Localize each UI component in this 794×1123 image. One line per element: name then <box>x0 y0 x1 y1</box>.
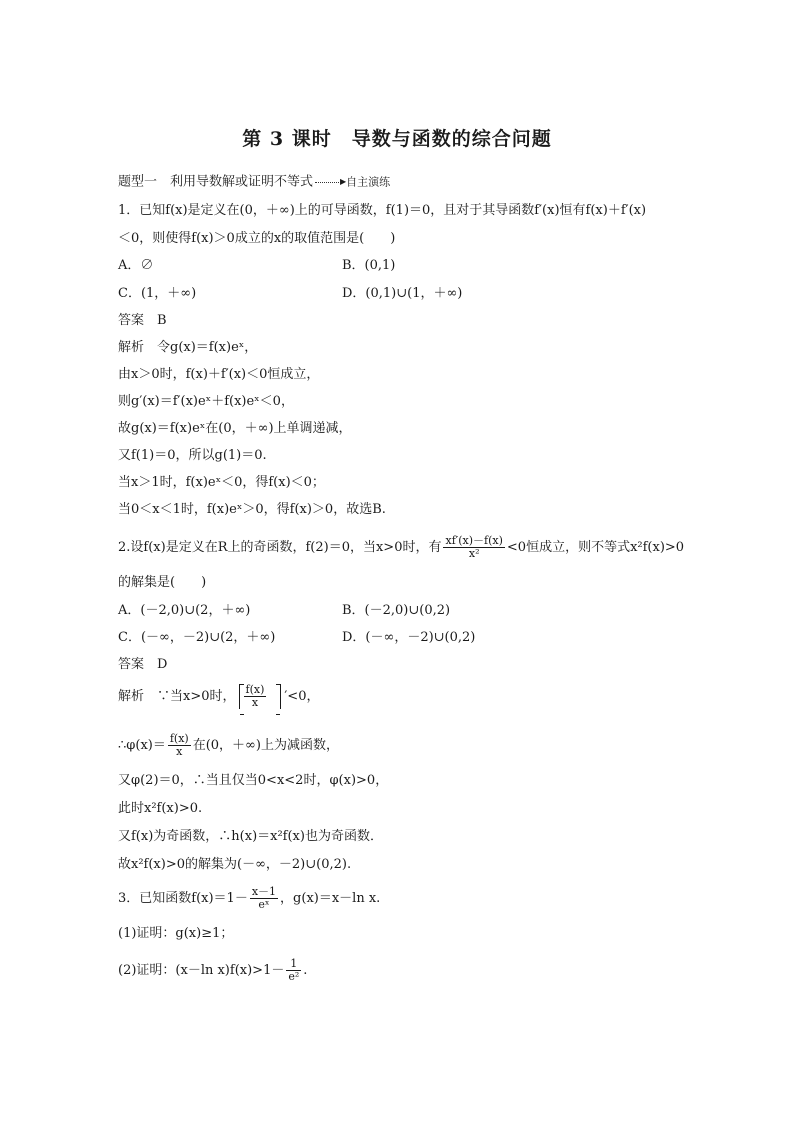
q1-solution-line: 则g′(x)＝f′(x)eˣ＋f(x)eˣ＜0， <box>118 394 294 409</box>
q2-sol2-numerator: f(x) <box>169 732 189 745</box>
q2-fraction <box>443 535 504 560</box>
q2-sol1-denominator: x <box>251 696 259 709</box>
q3-fraction <box>250 886 278 911</box>
q2-fraction-denominator: x² <box>468 547 480 560</box>
q2-sol1-pre: 解析 ∵当x>0时， <box>118 689 236 704</box>
q2-sol1-numerator: f(x) <box>245 683 265 696</box>
q1-answer: 答案 B <box>118 313 167 328</box>
q1-option-c: C．(1，＋∞) <box>118 286 197 301</box>
q2-solution-line4: 此时x²f(x)>0. <box>118 801 203 816</box>
q1-option-a: A．∅ <box>118 258 154 273</box>
q1-stem-line1: 1．已知f(x)是定义在(0，＋∞)上的可导函数，f(1)＝0，且对于其导函数f′(x)恒有f(x)＋f′(x) <box>118 203 647 218</box>
q3-fraction-denominator: eˣ <box>258 898 270 911</box>
q2-solution-line3: 又φ(2)＝0，∴当且仅当0<x<2时，φ(x)>0， <box>118 773 389 788</box>
q1-option-d: D．(0,1)∪(1，＋∞) <box>342 286 463 301</box>
leader-dots <box>315 182 339 183</box>
q1-solution-line: 当0＜x＜1时，f(x)eˣ＞0，得f(x)＞0，故选B. <box>118 502 386 517</box>
q3-part2 <box>118 958 307 983</box>
q1-solution-line: 由x＞0时，f(x)＋f′(x)＜0恒成立， <box>118 367 320 382</box>
q2-option-b: B．(－2,0)∪(0,2) <box>342 603 451 618</box>
q2-sol2-post: 在(0，＋∞)上为减函数， <box>192 738 339 753</box>
q3-part2-fraction <box>286 958 301 983</box>
q2-sol2-pre: ∴φ(x)＝ <box>118 738 166 753</box>
q2-option-d: D．(－∞，－2)∪(0,2) <box>342 630 476 645</box>
q2-option-a: A．(－2,0)∪(2，＋∞) <box>118 603 251 618</box>
bracket-expression <box>239 684 282 709</box>
q2-solution-line2 <box>118 733 339 758</box>
q2-solution-line6: 故x²f(x)>0的解集为(－∞，－2)∪(0,2). <box>118 857 352 872</box>
q3-part1: (1)证明：g(x)≥1； <box>118 926 234 941</box>
q2-sol2-fraction <box>168 733 191 758</box>
q3-stem <box>118 886 380 911</box>
q1-solution-line: 当x＞1时，f(x)eˣ＜0，得f(x)＜0； <box>118 475 325 490</box>
q2-stem-post: <0恒成立，则不等式x²f(x)>0 <box>506 540 685 555</box>
q2-stem-line1 <box>118 535 684 560</box>
q1-solution-line: 故g(x)＝f(x)eˣ在(0，＋∞)上单调递减， <box>118 421 352 436</box>
q1-solution-line: 又f(1)＝0，所以g(1)＝0. <box>118 448 267 463</box>
topic-tag: 自主演练 <box>346 175 391 189</box>
arrow-icon: ▶ <box>340 177 347 186</box>
q2-answer: 答案 D <box>118 657 168 672</box>
page-title: 第 3 课时 导数与函数的综合问题 <box>242 128 552 150</box>
q2-sol2-denominator: x <box>176 745 183 758</box>
q2-solution-line1 <box>118 684 319 709</box>
q2-sol1-post: ′<0， <box>284 689 320 704</box>
q1-solution-line: 解析 令g(x)＝f(x)eˣ， <box>118 340 258 355</box>
q2-option-c: C．(－∞，－2)∪(2，＋∞) <box>118 630 276 645</box>
q1-stem-line2: ＜0，则使得f(x)＞0成立的x的取值范围是( ) <box>118 231 396 246</box>
q2-stem-pre: 2.设f(x)是定义在R上的奇函数，f(2)＝0，当x>0时，有 <box>118 540 442 555</box>
q3-part2-post: . <box>303 963 308 978</box>
q2-solution-line5: 又f(x)为奇函数，∴h(x)＝x²f(x)也为奇函数． <box>118 829 383 844</box>
q2-stem-line2: 的解集是( ) <box>118 575 207 590</box>
topic-heading <box>118 174 390 191</box>
q3-fraction-numerator: x－1 <box>251 885 277 898</box>
q2-sol1-fraction <box>244 684 267 709</box>
q3-part2-denominator: e² <box>288 970 300 983</box>
q3-stem-post: ，g(x)＝x－ln x. <box>280 891 381 906</box>
q2-fraction-numerator: xf′(x)－f(x) <box>445 534 503 547</box>
q3-stem-pre: 3．已知函数f(x)＝1－ <box>118 891 248 906</box>
topic-label: 题型一 利用导数解或证明不等式 <box>118 174 314 190</box>
q3-part2-pre: (2)证明：(x－ln x)f(x)>1－ <box>118 963 285 978</box>
q3-part2-numerator: 1 <box>286 958 301 971</box>
q1-option-b: B．(0,1) <box>342 258 396 273</box>
